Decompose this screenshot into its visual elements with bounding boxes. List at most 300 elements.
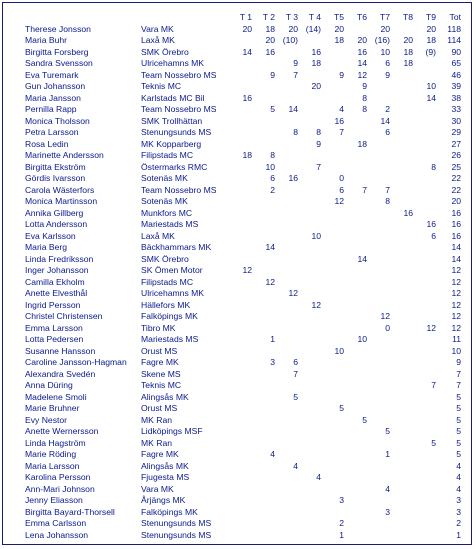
total-score: 114 (447, 35, 461, 45)
table-row (25, 323, 463, 335)
round-score (413, 196, 436, 208)
round-score (298, 185, 321, 197)
header-round: T5 (333, 12, 344, 22)
total-score: 12 (451, 276, 461, 287)
round-score: 4 (339, 104, 344, 114)
header-name (25, 12, 141, 24)
round-score: 9 (293, 58, 298, 68)
round-score (367, 334, 390, 346)
round-score (275, 300, 298, 312)
total-score: 5 (456, 403, 461, 413)
round-score (344, 300, 367, 312)
total-score: 118 (447, 23, 461, 34)
round-score: 1 (339, 529, 344, 540)
round-score (252, 93, 275, 105)
round-score (413, 277, 436, 289)
round-score (321, 461, 344, 473)
round-score (413, 472, 436, 484)
table-row (25, 162, 463, 174)
total-score: 38 (451, 92, 461, 103)
table-row (25, 254, 463, 266)
round-score: 14 (426, 92, 436, 103)
round-score (321, 93, 344, 105)
round-score (252, 392, 275, 404)
round-score (344, 323, 367, 335)
round-score (321, 58, 344, 70)
round-score (390, 357, 413, 369)
total-score: 5 (456, 426, 461, 436)
round-score (413, 265, 436, 277)
round-score: 7 (316, 161, 321, 172)
round-score: 12 (311, 299, 321, 310)
table-row (25, 392, 463, 404)
round-score (298, 415, 321, 427)
table-row (25, 173, 463, 185)
round-score: 7 (431, 380, 436, 390)
round-score: (16) (374, 35, 390, 45)
round-score (321, 484, 344, 496)
round-score (298, 495, 321, 507)
rider-name: Evy Nestor (25, 414, 68, 425)
table-row (25, 288, 463, 300)
round-score: 20 (334, 23, 344, 34)
rider-name: Lena Johansson (25, 529, 89, 540)
round-score: (14) (305, 23, 321, 34)
round-score (321, 288, 344, 300)
total-score: 5 (456, 449, 461, 459)
rider-name: Birgitta Ekström (25, 161, 86, 172)
club-name: MK Ran (141, 437, 173, 448)
round-score (367, 472, 390, 484)
round-score (252, 472, 275, 484)
round-score (390, 403, 413, 415)
total-score: 5 (456, 391, 461, 402)
rider-name: Jenny Eliasson (25, 495, 83, 505)
round-score (229, 300, 252, 312)
table-row (25, 300, 463, 312)
round-score (344, 116, 367, 128)
table-body (25, 24, 463, 542)
round-score (252, 507, 275, 519)
round-score (390, 254, 413, 266)
round-score: 4 (270, 449, 275, 459)
round-score: 20 (357, 35, 367, 45)
round-score (321, 231, 344, 243)
round-score (413, 311, 436, 323)
round-score (390, 277, 413, 289)
round-score (275, 403, 298, 415)
club-name: Teknis MC (141, 380, 182, 390)
round-score: 20 (288, 23, 298, 34)
table-row (25, 507, 463, 519)
round-score (367, 380, 390, 392)
round-score (275, 116, 298, 128)
round-score (367, 530, 390, 542)
round-score (275, 380, 298, 392)
rider-name: Marie Bruhner (25, 403, 80, 413)
round-score (321, 334, 344, 346)
round-score: 12 (334, 196, 344, 206)
round-score (321, 139, 344, 151)
round-score (275, 81, 298, 93)
total-score: 14 (451, 242, 461, 252)
round-score (229, 58, 252, 70)
club-name: SMK Örebro (141, 46, 189, 57)
header-round: T9 (425, 12, 436, 22)
round-score (367, 93, 390, 105)
round-score (367, 139, 390, 151)
round-score (275, 219, 298, 231)
round-score (275, 415, 298, 427)
round-score (229, 530, 252, 542)
round-score: 7 (293, 69, 298, 80)
round-score: 14 (242, 46, 252, 57)
rider-name: Alexandra Svedén (25, 368, 96, 379)
round-score: 14 (357, 58, 367, 68)
round-score (413, 185, 436, 197)
round-score: 10 (380, 46, 390, 57)
round-score (344, 311, 367, 323)
round-score (344, 277, 367, 289)
round-score (321, 369, 344, 381)
table-row (25, 208, 463, 220)
round-score: 0 (385, 322, 390, 333)
club-name: Sotenäs MK (141, 196, 188, 206)
table-row (25, 461, 463, 473)
round-score: 8 (431, 161, 436, 172)
club-name: Östermarks RMC (141, 161, 208, 172)
rider-name: Caroline Jansson-Hagman (25, 357, 127, 367)
total-score: 12 (451, 288, 461, 298)
round-score: 3 (385, 506, 390, 517)
club-name: Lidköpings MSF (141, 426, 203, 436)
round-score (298, 507, 321, 519)
round-score (413, 139, 436, 151)
round-score (229, 162, 252, 174)
round-score (413, 254, 436, 266)
total-score: 3 (456, 506, 461, 517)
round-score (298, 265, 321, 277)
rider-name: Eva Karlsson (25, 230, 76, 241)
round-score (390, 242, 413, 254)
round-score (413, 288, 436, 300)
round-score (390, 415, 413, 427)
round-score (252, 196, 275, 208)
round-score: (9) (425, 46, 436, 57)
round-score (344, 426, 367, 438)
total-score: 12 (451, 311, 461, 321)
round-score (298, 461, 321, 473)
round-score (275, 242, 298, 254)
round-score (321, 472, 344, 484)
round-score (252, 380, 275, 392)
round-score (229, 81, 252, 93)
total-score: 10 (451, 345, 461, 356)
round-score (229, 518, 252, 530)
round-score (252, 484, 275, 496)
round-score (367, 81, 390, 93)
total-score: 11 (452, 334, 461, 344)
round-score: 20 (242, 23, 252, 34)
total-score: 12 (451, 299, 461, 310)
round-score (252, 530, 275, 542)
round-score (298, 277, 321, 289)
table-row (25, 242, 463, 254)
round-score: 10 (311, 230, 321, 241)
table-row (25, 104, 463, 116)
round-score (344, 288, 367, 300)
round-score: 2 (339, 518, 344, 528)
round-score (298, 438, 321, 450)
round-score (298, 334, 321, 346)
round-score (275, 265, 298, 277)
table-row (25, 139, 463, 151)
total-score: 20 (451, 196, 461, 206)
round-score: 16 (403, 207, 413, 218)
club-name: Ulricehamns MK (141, 288, 205, 298)
round-score (252, 323, 275, 335)
round-score (390, 472, 413, 484)
round-score (344, 150, 367, 162)
round-score (413, 58, 436, 70)
rider-name: Annika Gillberg (25, 207, 84, 218)
round-score (252, 438, 275, 450)
round-score (344, 530, 367, 542)
round-score (252, 288, 275, 300)
round-score (229, 127, 252, 139)
round-score (321, 300, 344, 312)
round-score (390, 380, 413, 392)
total-score: 90 (451, 46, 461, 57)
round-score (252, 127, 275, 139)
club-name: MK Ran (141, 414, 173, 425)
round-score (413, 208, 436, 220)
round-score: 18 (265, 23, 275, 34)
round-score: 20 (426, 23, 436, 34)
total-score: 4 (456, 472, 461, 482)
round-score (229, 426, 252, 438)
total-score: 12 (451, 322, 461, 333)
rider-name: Lotta Pedersen (25, 334, 84, 344)
round-score (367, 288, 390, 300)
round-score (413, 426, 436, 438)
table-row (25, 70, 463, 82)
total-score: 16 (451, 219, 461, 229)
round-score (275, 47, 298, 59)
club-name: Team Nossebro MS (141, 69, 217, 80)
round-score (229, 346, 252, 358)
round-score (275, 185, 298, 197)
round-score (344, 438, 367, 450)
round-score (252, 139, 275, 151)
round-score: 2 (270, 184, 275, 195)
round-score (252, 81, 275, 93)
table-row (25, 449, 463, 461)
rider-name: Monica Martinsson (25, 196, 98, 206)
round-score: 9 (316, 138, 321, 149)
round-score (275, 472, 298, 484)
total-score: 46 (451, 69, 461, 80)
round-score (344, 495, 367, 507)
round-score (298, 35, 321, 47)
round-score (390, 288, 413, 300)
round-score (229, 219, 252, 231)
round-score (252, 208, 275, 220)
round-score: 6 (385, 58, 390, 68)
round-score (229, 173, 252, 185)
round-score: 7 (385, 184, 390, 195)
round-score (344, 449, 367, 461)
round-score (367, 403, 390, 415)
table-row (25, 403, 463, 415)
round-score (367, 162, 390, 174)
round-score: 12 (242, 265, 252, 275)
round-score (252, 403, 275, 415)
table-row (25, 127, 463, 139)
club-name: Stenungsunds MS (141, 518, 212, 528)
round-score (344, 346, 367, 358)
header-club (141, 12, 229, 24)
total-score: 7 (456, 368, 461, 379)
round-score (252, 116, 275, 128)
round-score (413, 150, 436, 162)
round-score: 9 (362, 81, 367, 91)
rider-name: Gördis Ivarsson (25, 173, 86, 183)
table-row (25, 426, 463, 438)
club-name: SMK Trollhättan (141, 115, 203, 126)
round-score: 10 (265, 161, 275, 172)
round-score (390, 265, 413, 277)
round-score (390, 484, 413, 496)
club-name: Filipstads MC (141, 276, 194, 287)
round-score (275, 162, 298, 174)
round-score (390, 116, 413, 128)
round-score (275, 495, 298, 507)
total-score: 9 (456, 357, 461, 367)
round-score (413, 415, 436, 427)
total-score: 27 (451, 138, 461, 149)
round-score (321, 81, 344, 93)
round-score (275, 334, 298, 346)
club-name: SMK Örebro (141, 253, 189, 264)
rider-name: Marie Röding (25, 449, 77, 459)
total-score: 65 (451, 58, 461, 68)
table-row (25, 116, 463, 128)
rider-name: Maria Buhr (25, 35, 68, 45)
round-score (367, 231, 390, 243)
round-score (413, 70, 436, 82)
club-name: Team Nossebro MS (141, 184, 217, 195)
rider-name: Anette Wernersson (25, 426, 99, 436)
table-row (25, 530, 463, 542)
round-score (390, 369, 413, 381)
round-score: 10 (334, 345, 344, 356)
round-score (390, 173, 413, 185)
round-score (413, 392, 436, 404)
round-score (413, 461, 436, 473)
standings-frame (2, 2, 472, 545)
round-score: (10) (282, 35, 298, 45)
round-score (344, 369, 367, 381)
round-score (390, 323, 413, 335)
round-score (390, 449, 413, 461)
rider-name: Monica Tholsson (25, 115, 90, 126)
rider-name: Susanne Hansson (25, 345, 96, 356)
round-score (298, 484, 321, 496)
round-score: 14 (380, 115, 390, 126)
table-row (25, 334, 463, 346)
round-score (321, 426, 344, 438)
round-score (252, 461, 275, 473)
rider-name: Linda Fredriksson (25, 253, 94, 264)
round-score (390, 426, 413, 438)
table-row (25, 24, 463, 36)
round-score: 18 (357, 138, 367, 149)
round-score (275, 438, 298, 450)
round-score (344, 357, 367, 369)
rider-name: Maria Berg (25, 242, 68, 252)
round-score: 16 (334, 115, 344, 126)
round-score: 8 (270, 150, 275, 160)
total-score: 2 (456, 518, 461, 528)
total-score: 25 (451, 161, 461, 172)
round-score (390, 507, 413, 519)
total-score: 1 (456, 529, 461, 540)
round-score (229, 484, 252, 496)
rider-name: Birgitta Bayard-Thorsell (25, 506, 115, 517)
round-score (321, 150, 344, 162)
round-score: 7 (362, 184, 367, 195)
round-score: 18 (242, 150, 252, 160)
rider-name: Petra Larsson (25, 127, 79, 137)
club-name: Fjugesta MS (141, 472, 190, 482)
round-score (321, 380, 344, 392)
round-score (275, 484, 298, 496)
round-score (229, 449, 252, 461)
round-score: 10 (426, 81, 436, 91)
round-score (413, 495, 436, 507)
round-score (229, 357, 252, 369)
round-score: 3 (270, 357, 275, 367)
round-score: 12 (357, 69, 367, 80)
round-score: 1 (270, 334, 275, 344)
round-score (390, 127, 413, 139)
round-score: 18 (403, 58, 413, 68)
total-score: 33 (451, 104, 461, 114)
header-total: Tot (449, 12, 461, 22)
total-score: 29 (451, 127, 461, 137)
total-score: 30 (451, 115, 461, 126)
club-name: Vara MK (141, 23, 174, 34)
round-score (344, 127, 367, 139)
round-score (229, 403, 252, 415)
round-score (275, 208, 298, 220)
round-score (390, 300, 413, 312)
round-score (413, 116, 436, 128)
round-score: 1 (385, 449, 390, 459)
round-score (229, 311, 252, 323)
rider-name: Emma Larsson (25, 322, 83, 333)
table-row (25, 472, 463, 484)
total-score: 16 (451, 230, 461, 241)
round-score (413, 369, 436, 381)
round-score (229, 35, 252, 47)
round-score (229, 507, 252, 519)
round-score (344, 380, 367, 392)
round-score (413, 104, 436, 116)
header-round: T 1 (239, 12, 252, 22)
round-score (367, 357, 390, 369)
